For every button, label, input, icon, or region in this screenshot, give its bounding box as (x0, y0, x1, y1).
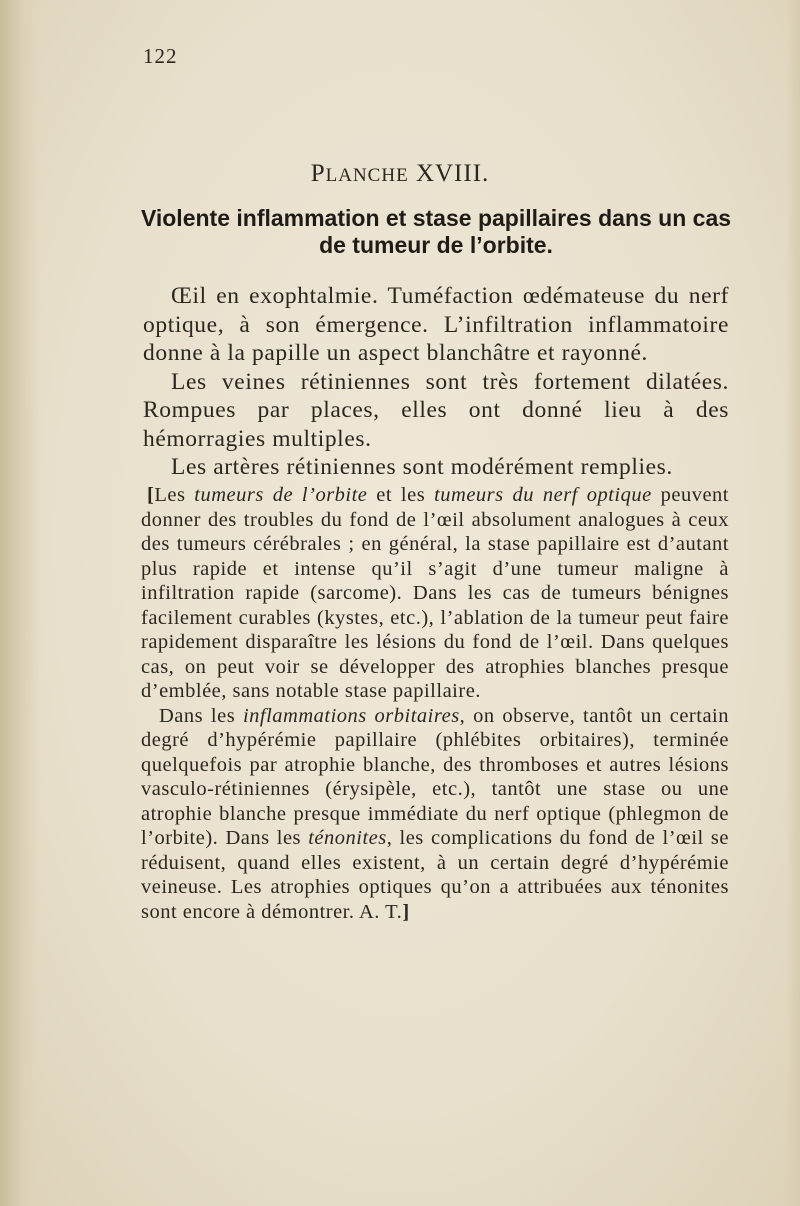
note-emphasis: tumeurs de l’orbite (194, 484, 368, 506)
plate-title (0, 160, 800, 188)
note-paragraph-2 (141, 704, 729, 925)
plate-heading-line-2: de tumeur de l’orbite. (319, 232, 553, 258)
plate-description (143, 282, 729, 482)
note-text: et les (367, 484, 435, 506)
note-close-bracket: ] (402, 900, 410, 923)
plate-title-numeral: XVIII. (415, 160, 490, 187)
description-paragraph-3: Les artères rétiniennes sont modérément remplies. (171, 454, 673, 480)
note-text: Dans les (159, 704, 243, 727)
note-text: peuvent donner des troubles du fond de l’œil absolument analogues à ceux des tumeurs cérébrales ; en général, la stase papillaire est d’autant plus rapide et intense qu’il s’agit d’une tumeur maligne à infiltration rapide (sarcome). Dans les cas de tumeurs bénignes facilement curables (kystes, etc.), l’ablation de la tumeur peut faire rapidement disparaître les lésions du fond de l’œil. Dans quelques cas, on peut voir se développer des atrophies blanches presque d’emblée, sans notable stase papillaire. (141, 484, 729, 702)
note-paragraph-1 (141, 483, 729, 704)
plate-title-initial: P (310, 160, 326, 187)
note-open-bracket: [ (147, 484, 155, 506)
note-text: Les (154, 484, 195, 506)
description-paragraph-2: Les veines rétiniennes sont très fortement dilatées. Rompues par places, elles ont donné lieu à des hémorragies multiples. (143, 368, 729, 452)
note-emphasis: ténonites (308, 827, 387, 849)
plate-title-rest: LANCHE (325, 165, 409, 186)
note-text: , on observe, tantôt un certain degré d’hypérémie papillaire (phlébites orbitaires), terminée quelquefois par atrophie blanche, des thromboses et autres lésions vasculo-rétiniennes (érysipèle, etc.), tantôt une stase ou une atrophie blanche presque immédiate du nerf optique (phlegmon de l’orbite). Dans les (141, 704, 730, 849)
page-number: 122 (143, 44, 178, 68)
note-emphasis: tumeurs du nerf optique (434, 484, 652, 506)
note-emphasis: inflammations orbitaires (242, 704, 460, 727)
commentary-note (141, 483, 729, 924)
plate-heading (140, 205, 732, 259)
description-paragraph-1: Œil en exophtalmie. Tuméfaction œdémateuse du nerf optique, à son émergence. L’infiltration inflammatoire donne à la papille un aspect blanchâtre et rayonné. (143, 283, 729, 366)
note-text: , les complications du fond de l’œil se réduisent, quand elles existent, à un certain degré d’hypérémie veineuse. Les atrophies optiques qu’on a attribuées aux ténonites sont encore à démontrer. A. T. (141, 827, 729, 923)
plate-heading-line-1: Violente inflammation et stase papillaires dans un cas (140, 205, 732, 231)
